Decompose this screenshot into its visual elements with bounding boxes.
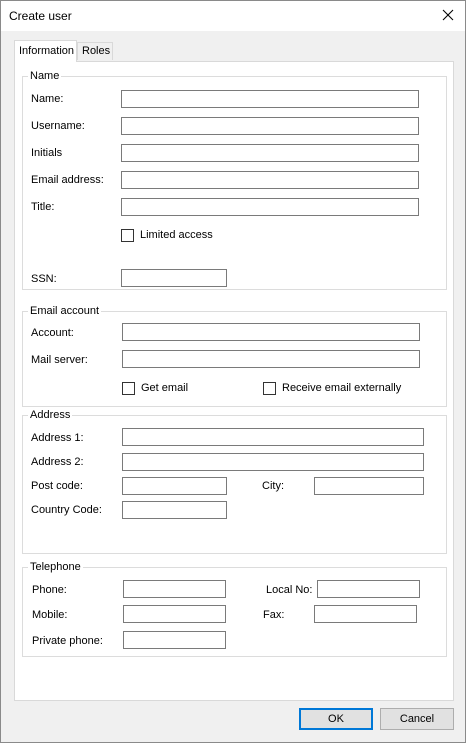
address-group-title: Address xyxy=(30,409,71,421)
fax-input[interactable] xyxy=(314,605,417,623)
address-2-label: Address 2: xyxy=(31,456,84,468)
username-label: Username: xyxy=(31,120,85,132)
email-account-group xyxy=(22,305,447,407)
email-address-label: Email address: xyxy=(31,174,104,186)
local-no-label: Local No: xyxy=(266,584,313,596)
phone-label: Phone: xyxy=(32,584,67,596)
limited-access-checkbox[interactable] xyxy=(121,229,134,242)
country-code-input[interactable] xyxy=(122,501,227,519)
title-bar xyxy=(1,1,465,31)
close-icon xyxy=(442,9,454,21)
mobile-input[interactable] xyxy=(123,605,226,623)
telephone-group-title: Telephone xyxy=(30,561,81,573)
private-phone-label: Private phone: xyxy=(32,635,103,647)
phone-input[interactable] xyxy=(123,580,226,598)
local-no-input[interactable] xyxy=(317,580,420,598)
address-1-input[interactable] xyxy=(122,428,424,446)
telephone-group xyxy=(22,561,447,657)
get-email-checkbox[interactable] xyxy=(122,382,135,395)
title-input[interactable] xyxy=(121,198,419,216)
address-1-label: Address 1: xyxy=(31,432,84,444)
email-account-group-title: Email account xyxy=(30,305,100,317)
mobile-label: Mobile: xyxy=(32,609,68,621)
initials-label: Initials xyxy=(31,147,63,159)
country-code-label: Country Code: xyxy=(31,504,102,516)
address-2-input[interactable] xyxy=(122,453,424,471)
mail-server-label: Mail server: xyxy=(31,354,88,366)
fax-label: Fax: xyxy=(263,609,285,621)
private-phone-input[interactable] xyxy=(123,631,226,649)
post-code-label: Post code: xyxy=(31,480,83,492)
title-label: Title: xyxy=(31,201,55,213)
receive-email-externally-checkbox[interactable] xyxy=(263,382,276,395)
information-tab-panel xyxy=(14,61,454,701)
tab-information[interactable]: Information xyxy=(14,40,77,62)
ssn-input[interactable] xyxy=(121,269,227,287)
account-input[interactable] xyxy=(122,323,420,341)
username-input[interactable] xyxy=(121,117,419,135)
name-group xyxy=(22,70,447,290)
get-email-label: Get email xyxy=(141,382,189,394)
initials-input[interactable] xyxy=(121,144,419,162)
address-group xyxy=(22,409,447,554)
post-code-input[interactable] xyxy=(122,477,227,495)
window-title: Create user xyxy=(9,9,72,23)
ssn-label: SSN: xyxy=(31,273,57,285)
ok-button[interactable]: OK xyxy=(299,708,373,730)
limited-access-label: Limited access xyxy=(140,229,213,241)
cancel-button[interactable]: Cancel xyxy=(380,708,454,730)
name-group-title: Name xyxy=(30,70,60,82)
city-input[interactable] xyxy=(314,477,424,495)
email-address-input[interactable] xyxy=(121,171,419,189)
city-label: City: xyxy=(262,480,284,492)
tab-roles[interactable]: Roles xyxy=(77,42,113,60)
receive-email-externally-label: Receive email externally xyxy=(282,382,402,394)
mail-server-input[interactable] xyxy=(122,350,420,368)
name-input[interactable] xyxy=(121,90,419,108)
name-label: Name: xyxy=(31,93,64,105)
account-label: Account: xyxy=(31,327,74,339)
close-button[interactable] xyxy=(429,1,465,31)
